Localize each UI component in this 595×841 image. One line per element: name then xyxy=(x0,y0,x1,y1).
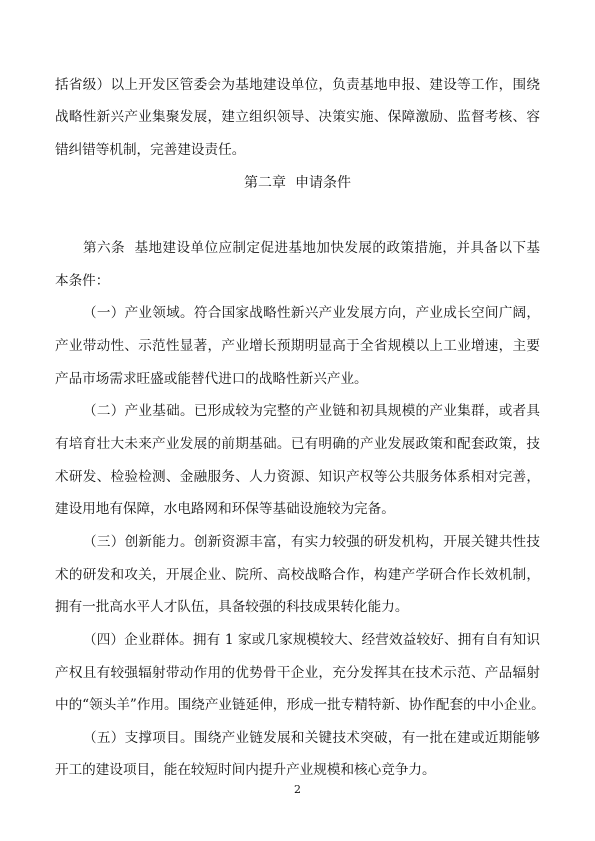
text-line: 建设用地有保障，水电路网和环保等基础设施较为完备。 xyxy=(55,501,395,518)
paragraph-article-6 xyxy=(55,232,540,297)
text-line: 开工的建设项目，能在较短时间内提升产业规模和核心竞争力。 xyxy=(55,762,436,779)
text-line: 战略性新兴产业集聚发展，建立组织领导、决策实施、保障激励、监督考核、容 xyxy=(55,109,540,126)
text-line: 术研发、检验检测、金融服务、人力资源、知识产权等公共服务体系相对完善， xyxy=(55,468,540,485)
text-line: 括省级）以上开发区管委会为基地建设单位，负责基地申报、建设等工作，围绕 xyxy=(55,76,540,93)
text-line: 产品市场需求旺盛或能替代进口的战略性新兴产业。 xyxy=(55,370,368,387)
blank-line xyxy=(55,199,540,232)
text-line: 错纠错等机制，完善建设责任。 xyxy=(55,142,246,158)
paragraph-condition-2 xyxy=(55,395,540,526)
text-line: 中的“领头羊”作用。围绕产业链延伸，形成一批专精特新、协作配套的中小企业。 xyxy=(55,697,545,714)
text-line: （一）产业领域。符合国家战略性新兴产业发展方向，产业成长空间广阔， xyxy=(83,305,540,322)
paragraph-condition-4 xyxy=(55,624,545,722)
page-number: 2 xyxy=(294,783,301,796)
text-line: （二）产业基础。已形成较为完整的产业链和初具规模的产业集群，或者具 xyxy=(83,403,540,420)
text-line: （五）支撑项目。围绕产业链发展和关键技术突破，有一批在建或近期能够 xyxy=(83,729,540,746)
text-line: 术的研发和攻关，开展企业、院所、高校战略合作，构建产学研合作长效机制， xyxy=(55,566,540,583)
chapter-heading: 第二章 申请条件 xyxy=(244,174,351,191)
text-line: 第六条 基地建设单位应制定促进基地加快发展的政策措施，并具备以下基 xyxy=(83,239,540,256)
text-line: 产业带动性、示范性显著，产业增长预期明显高于全省规模以上工业增速，主要 xyxy=(55,337,540,354)
document-body xyxy=(55,69,545,787)
text-line: （三）创新能力。创新资源丰富，有实力较强的研发机构，开展关键共性技 xyxy=(83,533,540,550)
text-line: （四）企业群体。拥有 1 家或几家规模较大、经营效益较好、拥有自有知识 xyxy=(83,631,540,648)
paragraph-condition-1 xyxy=(55,297,540,395)
text-line: 本条件： xyxy=(55,272,110,289)
paragraph-condition-5 xyxy=(55,722,540,787)
paragraph-condition-3 xyxy=(55,526,540,624)
text-line: 产权且有较强辐射带动作用的优势骨干企业，充分发挥其在技术示范、产品辐射 xyxy=(55,664,540,681)
text-line: 拥有一批高水平人才队伍，具备较强的科技成果转化能力。 xyxy=(55,599,409,616)
text-line: 有培育壮大未来产业发展的前期基础。已有明确的产业发展政策和配套政策，技 xyxy=(55,435,540,452)
paragraph-continuation xyxy=(55,69,540,167)
